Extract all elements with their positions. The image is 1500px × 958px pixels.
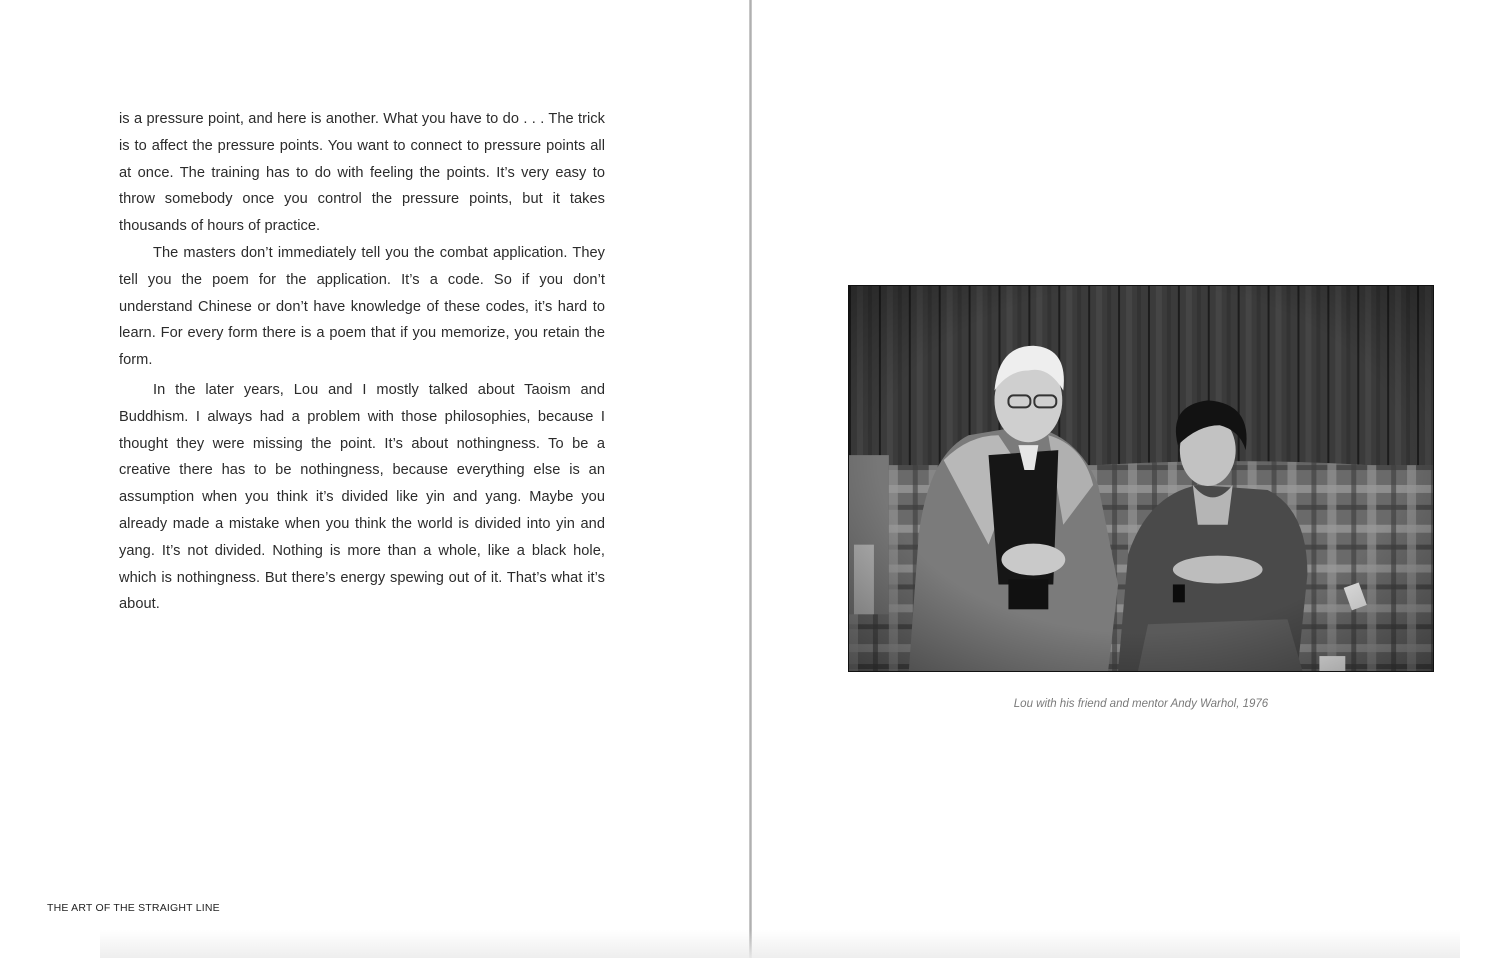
page-gutter-divider	[749, 0, 752, 958]
photograph	[848, 285, 1434, 672]
paragraph-2: The masters don’t immediately tell you the combat application. They tell you the poem for the application. It’s a code. So if you don’t understand Chinese or don’t have knowledge of these codes, it’s hard to learn. For every form there is a poem that if you memorize, you retain the form.	[119, 244, 605, 369]
paragraph-3: In the later years, Lou and I mostly talked about Taoism and Buddhism. I always had a problem with those philosophies, because I thought they were missing the point. It’s about nothingness. To be a creative there has to be nothingness, because everything else is an assumption when you think it’s divided like yin and yang. Maybe you already made a mistake when you think the world is divided into yin and yang. It’s not divided. Nothing is more than a whole, like a black hole, which is nothingness. But there’s energy spewing out of it. That’s what it’s about.	[119, 381, 605, 613]
photo-image-icon	[849, 286, 1433, 671]
paragraph-1: is a pressure point, and here is another. What you have to do . . . The trick is to affect the pressure points. You want to connect to pressure points all at once. The training has to do with feeling the points. It’s very easy to throw somebody once you control the pressure points, but it takes thousands of hours of practice.	[119, 111, 605, 235]
body-text	[119, 106, 605, 618]
photo-caption: Lou with his friend and mentor Andy Warhol, 1976	[1013, 698, 1269, 710]
running-footer: THE ART OF THE STRAIGHT LINE	[47, 902, 220, 914]
